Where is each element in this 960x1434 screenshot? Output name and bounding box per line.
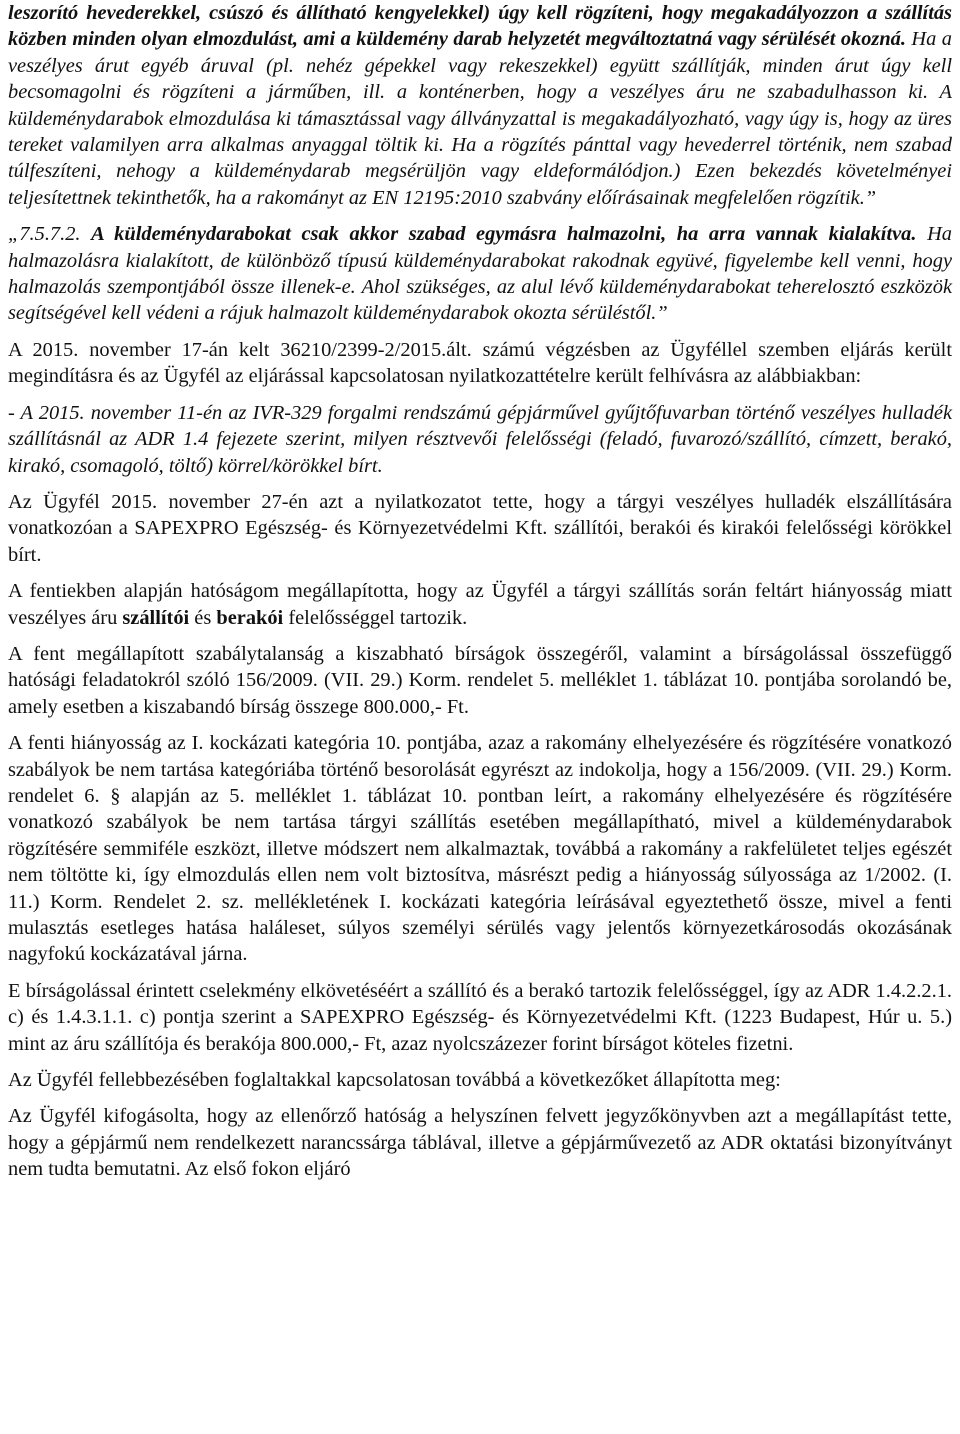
text-run: Az Ügyfél fellebbezésében foglaltakkal kapcsolatosan továbbá a következőket állapította meg: [8,1069,781,1092]
text-run: Ha halmazolásra kialakított, de különböző típusú küldeménydarabokat rakodnak együvé, figyelembe kell venni, hogy halmazolás szempontjából össze illenek-e. Ahol szükséges, az alul lévő küldeménydarabokat teherelosztó eszközök segítségével kell védeni a rájuk halmazolt küldeménydarabok okozta sérüléstől.” [8,223,952,325]
text-run: A fentiekben alapján hatóságom megállapította, hogy az Ügyfél a tárgyi szállítás során feltárt hiányosság miatt veszélyes áru [8,580,952,629]
text-run: Ha a veszélyes árut egyéb áruval (pl. nehéz gépekkel vagy rekeszekkel) együtt szállítják, minden árut úgy kell becsomagolni és rögzíteni a járműben, ill. a konténerben, hogy a veszélyes áru ne szabadulhasson ki. A küldeménydarabok elmozdulása ki támasztással vagy állványzattal is megakadályozható, vagy úgy is, hogy az üres tereket valamilyen arra alkalmas anyaggal töltik ki. Ha a rögzítés pánttal vagy hevederrel történik, nem szabad túlfeszíteni, nehogy a küldeménydarab megsérüljön vagy eldeformálódjon.) Ezen bekezdés követelményei teljesítettnek tekinthetők, ha a rakományt az EN 12195:2010 szabvány előírásainak megfelelően rögzítik.” [8,28,952,209]
text-run: - A 2015. november 11-én az IVR-329 forgalmi rendszámú gépjárművel gyűjtőfuvarban történő veszélyes hulladék szállításnál az ADR 1.4 fejezete szerint, milyen résztvevői felelősségi (feladó, fuvarozó/szállító, címzett, berakó, kirakó, csomagoló, töltő) körrel/körökkel bírt. [8,401,952,477]
paragraph-authority-finding [8,578,952,631]
paragraph-appeal-intro [8,1067,952,1093]
paragraph-risk-category [8,730,952,968]
paragraph-appeal-objection [8,1103,952,1182]
paragraph-fine-liability [8,978,952,1057]
paragraph-request-item [8,400,952,479]
text-run: „7.5.7.2. [8,223,92,246]
text-run: leszorító hevederekkel, csúszó és állítható kengyelekkel) úgy kell rögzíteni, hogy megakadályozzon a szállítás közben minden olyan elmozdulást, ami a küldemény darab helyzetét megváltoztatná vagy sérülését okozná. [8,2,952,51]
text-run: felelősséggel tartozik. [283,606,468,629]
text-run: A fenti hiányosság az I. kockázati kategória 10. pontjába, azaz a rakomány elhelyezésére és rögzítésére vonatkozó szabályok be nem tartása kategóriába történő besorolását egyrészt az indokolja, hogy a 156/2009. (VII. 29.) Korm. rendelet 6. § alapján az 5. melléklet 1. táblázat 10. pontban leírt, a rakomány elhelyezésére és rögzítésére vonatkozó szabályok be nem tartása tárgyi szállítás esetében megállapítható, mivel a küldeménydarabok rögzítésére semmiféle eszközt, illetve módszert nem alkalmaztak, továbbá a rakomány a rakfelületet teljes egészét nem töltötte ki, így elmozdulás ellen nem volt biztosítva, másrészt pedig a hiányosság súlyossága az 1/2002. (I. 11.) Korm. Rendelet 2. sz. mellékletének I. kockázati kategória leírásával egyeztethető össze, mivel a fenti mulasztás esetleges hatása haláleset, súlyos személyi sérülés vagy jelentős környezetkárosodás okozásának nagyfokú kockázatával járna. [8,732,952,966]
paragraph-order-reference [8,337,952,390]
paragraph-quote-7-5-7-2 [8,221,952,327]
paragraph-client-statement [8,489,952,568]
text-run: E bírságolással érintett cselekmény elkövetéséért a szállító és a berakó tartozik felelősséggel, így az ADR 1.4.2.2.1. c) és 1.4.3.1.1. c) pontja szerint a SAPEXPRO Egészség- és Környezetvédelmi Kft. (1223 Budapest, Húr u. 5.) mint az áru szállítója és berakója 800.000,- Ft, azaz nyolcszázezer forint bírságot köteles fizetni. [8,979,952,1055]
text-run: berakói [216,606,284,629]
text-run: Az Ügyfél 2015. november 27-én azt a nyilatkozatot tette, hogy a tárgyi veszélyes hulladék elszállítására vonatkozóan a SAPEXPRO Egészség- és Környezetvédelmi Kft. szállítói, berakói és kirakói felelősségi körökkel bírt. [8,490,952,566]
text-run: Az Ügyfél kifogásolta, hogy az ellenőrző hatóság a helyszínen felvett jegyzőkönyvben azt a megállapítást tette, hogy a gépjármű nem rendelkezett narancssárga táblával, illetve a gépjárművezető az ADR oktatási bizonyítványt nem tudta bemutatni. Az első fokon eljáró [8,1105,952,1181]
text-run: szállítói [122,606,190,629]
text-run: A 2015. november 17-án kelt 36210/2399-2/2015.ált. számú végzésben az Ügyféllel szemben eljárás került megindításra és az Ügyfél az eljárással kapcsolatosan nyilatkozattételre került felhívásra az alábbiakban: [8,338,952,388]
paragraph-quote-continuation [8,0,952,211]
text-run: A küldeménydarabokat csak akkor szabad egymásra halmazolni, ha arra vannak kialakítva. [91,223,917,246]
paragraph-fine-classification [8,641,952,720]
document-page [8,0,952,1193]
text-run: és [189,606,217,629]
text-run: A fent megállapított szabálytalanság a kiszabható bírságok összegéről, valamint a bírságolással összefüggő hatósági feladatokról szóló 156/2009. (VII. 29.) Korm. rendelet 5. melléklet 1. táblázat 10. pontjába sorolandó be, amely esetben a kiszabandó bírság összege 800.000,- Ft. [8,642,952,718]
